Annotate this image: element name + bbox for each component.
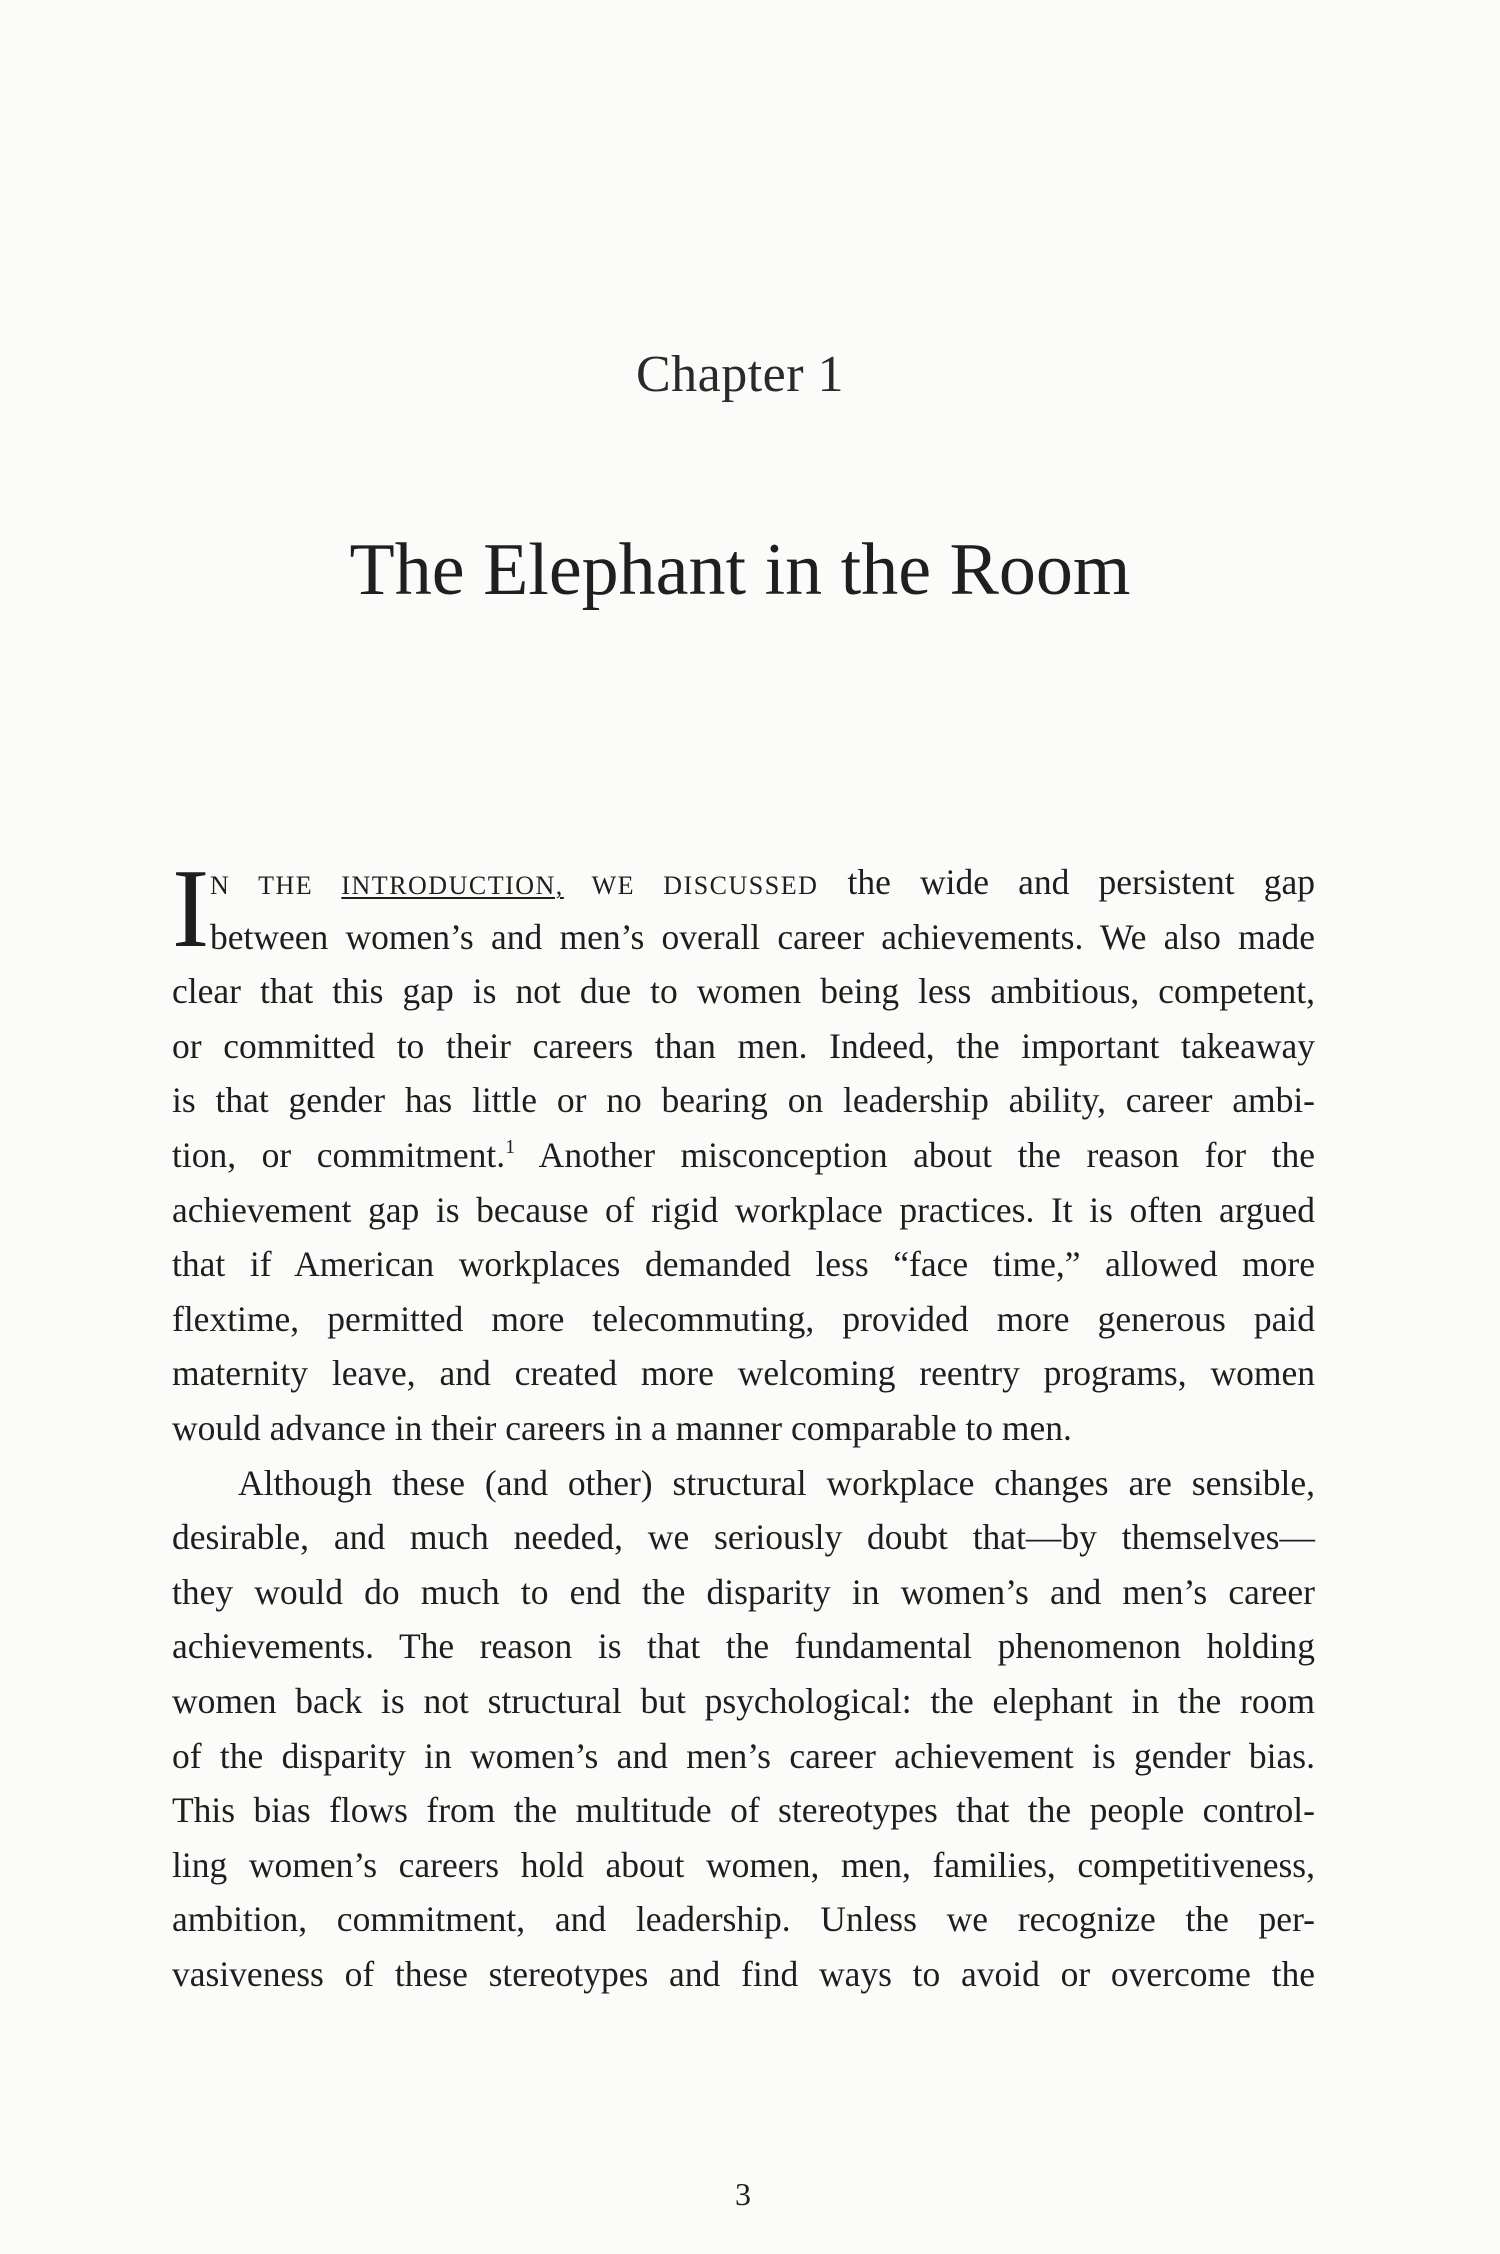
chapter-title: The Elephant in the Room (349, 529, 1131, 611)
paragraph-1-line-9: flextime, permitted more telecommuting, provided more generous paid (172, 1298, 1315, 1339)
paragraph-1-line-11: would advance in their careers in a manner comparable to men. (172, 1407, 1072, 1448)
paragraph-2-line-1: Although these (and other) structural workplace changes are sensible, (238, 1462, 1315, 1503)
paragraph-1-line-10: maternity leave, and created more welcoming reentry programs, women (172, 1353, 1315, 1394)
paragraph-1-line-8: that if American workplaces demanded less “face time,” allowed more (172, 1244, 1315, 1285)
line-text: tion, or commitment. (172, 1134, 506, 1175)
paragraph-1-line-5: is that gender has little or no bearing on leadership ability, career ambi- (172, 1080, 1315, 1121)
paragraph-2-line-3: they would do much to end the disparity in women’s and men’s career (172, 1571, 1315, 1612)
paragraph-2-line-6: of the disparity in women’s and men’s career achievement is gender bias. (172, 1735, 1315, 1776)
paragraph-2-line-4: achievements. The reason is that the fundamental phenomenon holding (172, 1626, 1315, 1667)
paragraph-2-line-9: ambition, commitment, and leadership. Unless we recognize the per- (172, 1899, 1315, 1940)
paragraph-1-line-7: achievement gap is because of rigid workplace practices. It is often argued (172, 1189, 1315, 1230)
paragraph-1-line-3: clear that this gap is not due to women being less ambitious, competent, (172, 971, 1315, 1012)
paragraph-1-line-6 (172, 1128, 1315, 1183)
chapter-number: Chapter 1 (635, 346, 845, 403)
chapter-body (172, 847, 1315, 2001)
smallcaps-lead-in: N THE (210, 871, 342, 900)
drop-cap: I (172, 847, 210, 971)
introduction-reference: INTRODUCTION, (341, 871, 564, 900)
paragraph-1-line-4: or committed to their careers than men. Indeed, the important takeaway (172, 1025, 1315, 1066)
line-text: Another misconception about the reason for the (515, 1134, 1315, 1175)
paragraph-2-line-2: desirable, and much needed, we seriously doubt that—by themselves— (172, 1517, 1315, 1558)
paragraph-2-line-7: This bias flows from the multitude of stereotypes that the people control- (172, 1790, 1315, 1831)
line-text: the wide and persistent gap (818, 862, 1315, 902)
paragraph-2-line-10: vasiveness of these stereotypes and find ways to avoid or overcome the (172, 1953, 1315, 1994)
paragraph-1-line-2: between women’s and men’s overall career achievements. We also made (210, 916, 1315, 957)
footnote-marker: 1 (505, 1135, 516, 1158)
smallcaps-lead-in-end: WE DISCUSSED (563, 871, 819, 900)
paragraph-2-line-8: ling women’s careers hold about women, men, families, competitiveness, (172, 1844, 1315, 1885)
paragraph-1-line-1 (172, 855, 1315, 910)
page-number: 3 (735, 2176, 751, 2212)
paragraph-2-line-5: women back is not structural but psychological: the elephant in the room (172, 1680, 1315, 1721)
